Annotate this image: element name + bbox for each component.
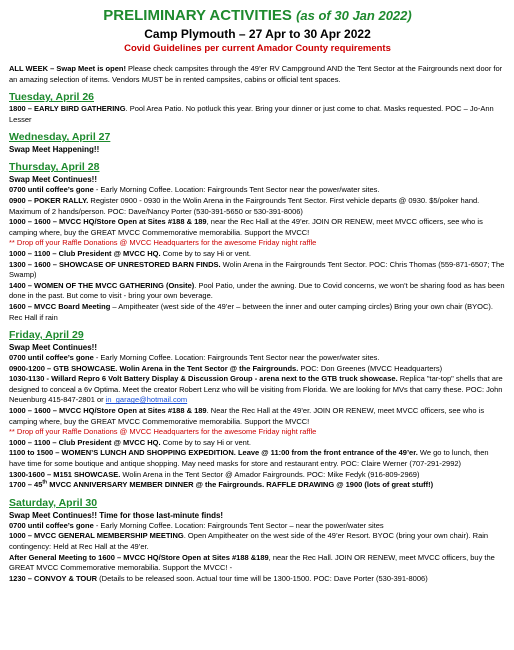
event-title: 0900-1200 – GTB SHOWCASE. Wolin Arena in the Tent Sector @ the Fairgrounds. — [9, 363, 299, 373]
event-title: 1000 – MVCC GENERAL MEMBERSHIP MEETING — [9, 531, 184, 541]
saturday-event — [9, 521, 506, 532]
title-main: PRELIMINARY ACTIVITIES — [103, 7, 292, 24]
friday-event — [9, 438, 506, 449]
saturday-swap: Swap Meet Continues!! Time for those last-minute finds! — [9, 510, 224, 520]
event-title: 1000 – 1100 – Club President @ MVCC HQ. — [9, 248, 161, 258]
day-heading-tuesday: Tuesday, April 26 — [9, 91, 94, 104]
event-title: 0900 – POKER RALLY. — [9, 195, 89, 205]
event-title: 1030-1130 - Willard Repro 6 Volt Battery Display & Discussion Group - arena next to the GTB truck showcase. — [9, 374, 398, 384]
saturday-event — [9, 531, 506, 552]
event-title: 1000 – 1600 – MVCC HQ/Store Open at Sites #188 & 189 — [9, 217, 207, 227]
ordinal-suffix: th — [42, 479, 48, 486]
friday-event — [9, 448, 506, 469]
event-title: 1700 – 45 — [9, 480, 43, 490]
thursday-event — [9, 260, 506, 281]
friday-event — [9, 364, 506, 375]
thursday-swap: Swap Meet Continues!! — [9, 175, 98, 185]
saturday-event — [9, 574, 506, 585]
event-title: 0700 until coffee’s gone — [9, 520, 94, 530]
thursday-event — [9, 249, 506, 260]
all-week-lead: ALL WEEK – Swap Meet is open! — [9, 64, 126, 73]
event-title: 1800 – EARLY BIRD GATHERING — [9, 104, 126, 114]
event-title: 0700 until coffee’s gone — [9, 185, 94, 195]
event-text: Come by to say Hi or vent. — [160, 248, 251, 258]
event-text: POC: Don Greenes (MVCC Headquarters) — [298, 363, 443, 373]
thursday-event — [9, 185, 506, 196]
event-text: - Early Morning Coffee. Location: Fairgrounds Tent Sector near the power/water sites. — [93, 353, 380, 363]
raffle-notice: ** Drop off your Raffle Donations @ MVCC Headquarters for the awesome Friday night raffle — [9, 238, 317, 248]
day-heading-wednesday: Wednesday, April 27 — [9, 131, 111, 144]
event-title: 1400 – WOMEN OF THE MVCC GATHERING (Onsite) — [9, 280, 195, 290]
event-text: . Near the Rec Hall at the 49’er. JOIN OR RENEW, meet MVCC officers, see who is camping where, buy the GREAT MVCC Commemorative memorabilia. Support the MVCC! — [9, 406, 485, 426]
event-title: 1230 – CONVOY & TOUR — [9, 573, 98, 583]
thursday-event — [9, 281, 506, 302]
event-text: , near the Rec Hall. JOIN OR RENEW, meet MVCC officers, buy the GREAT MVCC Commemorative memorabilia. Support the MVCC! - — [9, 552, 495, 573]
event-text: , near the Rec Hall at the 49’er. JOIN OR RENEW, meet MVCC officers, see who is camping where, buy the GREAT MVCC Commemorative memorabilia. Support the MVCC! — [9, 217, 483, 237]
all-week-paragraph — [9, 64, 506, 85]
event-text: Wolin Arena in the Tent Sector @ Amador Fairgrounds. POC: Mike Fedyk (916-809-2969) — [120, 469, 420, 479]
event-text: . Open Ampitheater on the west side of the 49’er Resort. BYOC (bring your own chair). Rain contingency: Held at Rec Hall at the 49’er. — [9, 531, 489, 551]
event-text: (Details to be released soon. Actual tour time will be 1300-1500. POC: Dave Porter (530-391-8006) — [97, 573, 428, 583]
event-title: 1100 to 1500 – WOMEN’S LUNCH AND SHOPPING EXPEDITION. Leave @ 11:00 from the front entrance of the 49’er. — [9, 448, 418, 458]
event-text: Register 0900 - 0930 in the Wolin Arena in the Fairgrounds Tent Sector. First vehicle departs @ 0930. $5/poker hand. Maximum of 2 hands/person. POC: Dave/Nancy Porter (530-391-5650 or 530-391-8006) — [9, 195, 480, 216]
friday-event — [9, 374, 506, 406]
friday-swap: Swap Meet Continues!! — [9, 343, 98, 353]
event-text: Replica "tar-top" shells that are designed to conceal a 6v Optima. Meet the creator Robert Lenz who will be visiting from Florida. We are looking for MVs that carry these. POC: John Neuenburg 415-847-2801 or — [9, 374, 503, 405]
event-subtitle: Camp Plymouth – 27 Apr to 30 Apr 2022 — [144, 27, 371, 41]
event-text: – Ampitheater (west side of the 49’er – between the inner and outer camping circles) Bring your own chair (BYOC). Rec Hall if rain — [9, 301, 493, 322]
event-text: - Early Morning Coffee. Location: Fairgrounds Tent Sector – near the power/water sites — [93, 520, 384, 530]
event-title: 1600 – MVCC Board Meeting — [9, 301, 111, 311]
day-heading-thursday: Thursday, April 28 — [9, 161, 100, 174]
all-week-text: Please check campsites through the 49’er RV Campground AND the Tent Sector at the Fairgrounds next door for an amazing selection of items. Vendors MUST be in rented campsites, cabins or official tent spaces. — [9, 64, 503, 84]
event-text: . Pool Patio, under the awning. Due to Covid concerns, we won’t be sharing food as has been done in the past. But come to visit - bring your own beverage. — [9, 280, 505, 301]
thursday-event — [9, 217, 506, 238]
friday-event — [9, 470, 506, 481]
tuesday-event — [9, 104, 506, 125]
event-text: Come by to say Hi or vent. — [160, 437, 251, 447]
event-title: 1000 – 1100 – Club President @ MVCC HQ. — [9, 437, 161, 447]
covid-notice: Covid Guidelines per current Amador County requirements — [124, 43, 391, 54]
page-title — [9, 7, 506, 25]
event-title: 1000 – 1600 – MVCC HQ/Store Open at Sites #188 & 189 — [9, 406, 207, 416]
saturday-event — [9, 553, 506, 574]
anniversary-dinner — [9, 480, 506, 491]
event-title: After General Meeting to 1600 – MVCC HQ/Store Open at Sites #188 &189 — [9, 552, 269, 562]
event-text: . Pool Area Patio. No potluck this year. Bring your dinner or just come to chat. Masks requested. POC – Jo-Ann Lesser — [9, 104, 494, 124]
event-title: 1300-1600 – M151 SHOWCASE. — [9, 469, 121, 479]
event-text: We go to lunch, then have time for some boutique and antique shopping. May need masks for store and restaurant entry. POC: Claire Werner (707-291-2992) — [9, 448, 489, 469]
email-link[interactable]: in_garage@hotmail.com — [105, 395, 188, 405]
event-title: MVCC ANNIVERSARY MEMBER DINNER @ the Fairgrounds. RAFFLE DRAWING @ 1900 (lots of great stuff!) — [47, 480, 434, 490]
friday-event — [9, 406, 506, 427]
thursday-event — [9, 196, 506, 217]
raffle-notice: ** Drop off your Raffle Donations @ MVCC Headquarters for the awesome Friday night raffle — [9, 427, 317, 437]
title-date: (as of 30 Jan 2022) — [296, 8, 412, 23]
event-title: 1300 – 1600 – SHOWCASE OF UNRESTORED BARN FINDS. — [9, 259, 221, 269]
day-heading-friday: Friday, April 29 — [9, 329, 84, 342]
event-text: Wolin Arena in the Fairgrounds Tent Sector. POC: Chris Thomas (559-871-6507; The Swamp) — [9, 259, 505, 280]
thursday-event — [9, 302, 506, 323]
event-title: 0700 until coffee’s gone — [9, 353, 94, 363]
friday-event — [9, 353, 506, 364]
wednesday-swap: Swap Meet Happening!! — [9, 145, 100, 155]
event-text: - Early Morning Coffee. Location: Fairgrounds Tent Sector near the power/water sites. — [93, 185, 380, 195]
day-heading-saturday: Saturday, April 30 — [9, 496, 98, 509]
